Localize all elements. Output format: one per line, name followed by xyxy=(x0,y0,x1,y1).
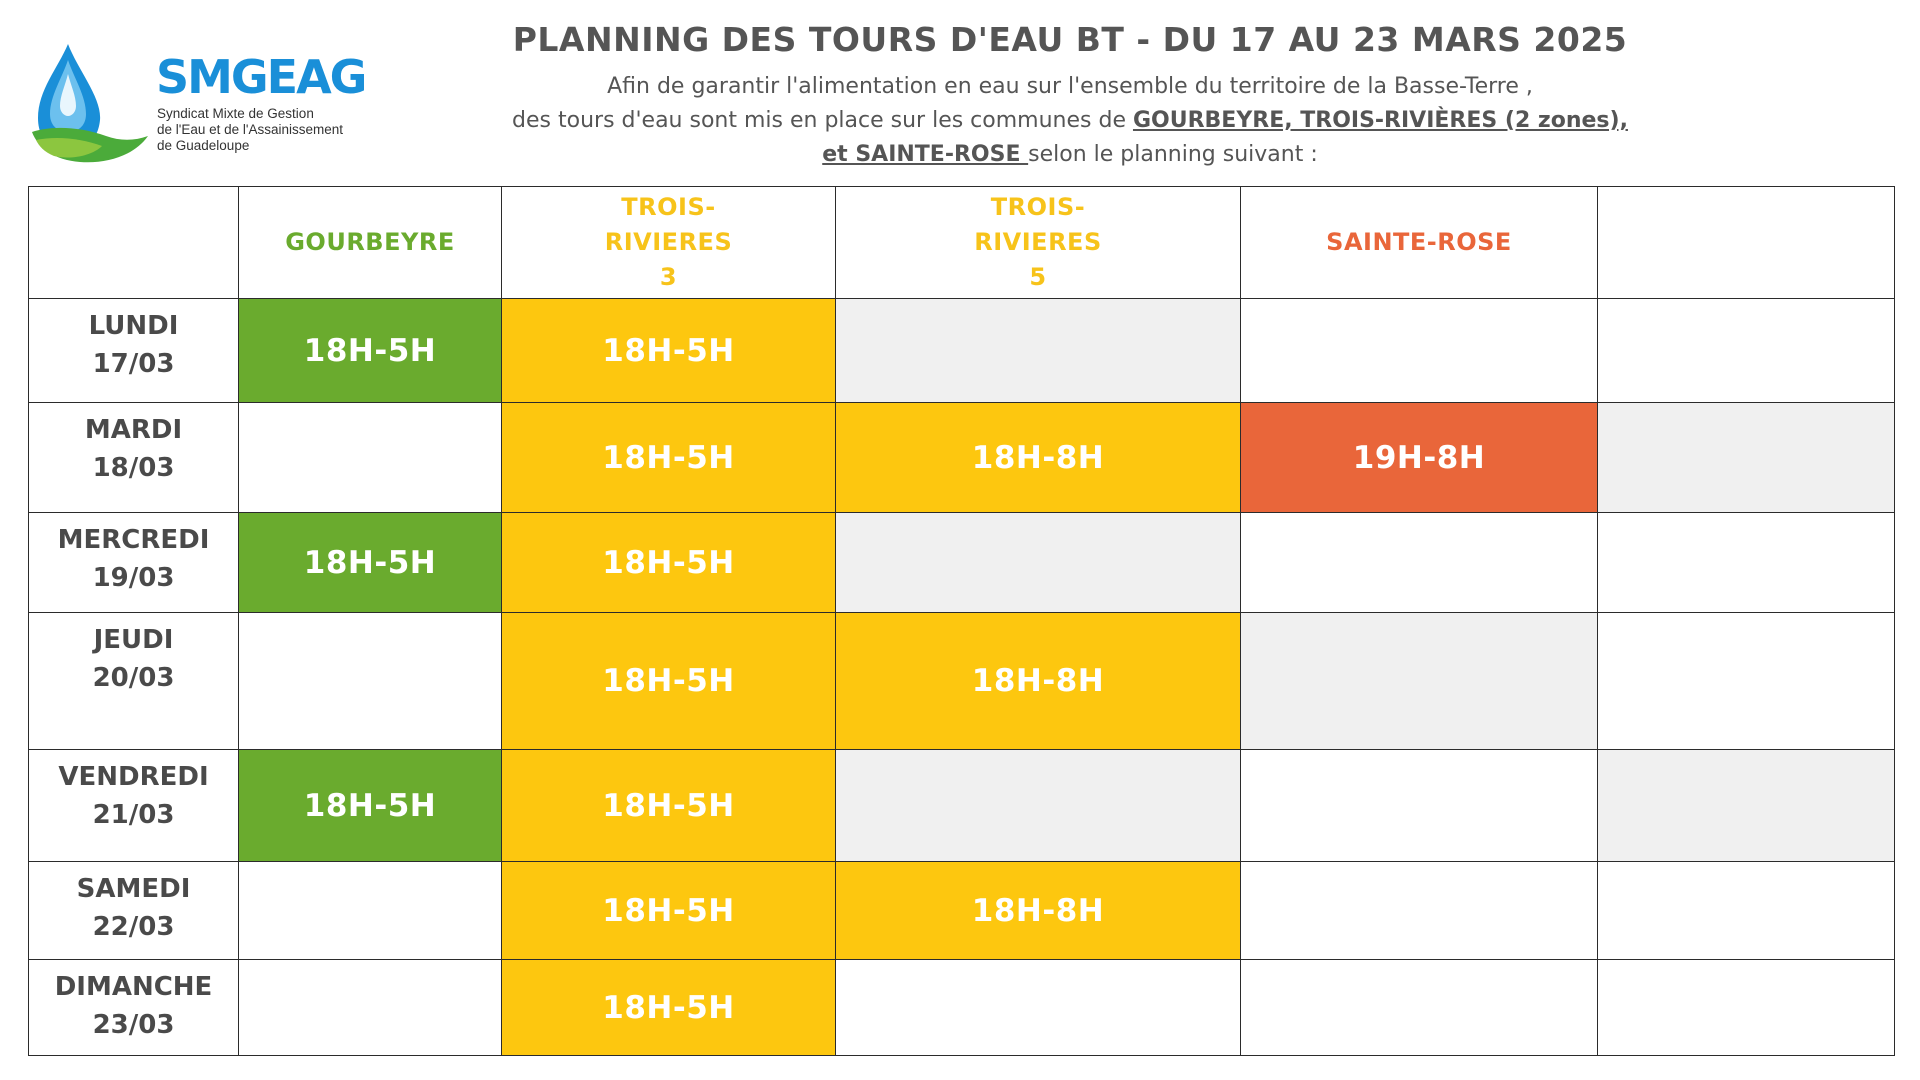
column-header-label: GOURBEYRE xyxy=(285,228,455,256)
day-cell xyxy=(29,403,239,513)
schedule-slot-cell xyxy=(1241,862,1598,960)
header-row xyxy=(29,187,1895,299)
intro-sainte-rose-underlined: et SAINTE-ROSE xyxy=(822,142,1029,167)
column-header-label: 5 xyxy=(1029,263,1047,291)
header-corner-cell xyxy=(29,187,239,299)
intro-text xyxy=(460,70,1680,172)
schedule-slot-cell xyxy=(502,613,836,750)
schedule-slot-cell xyxy=(1241,513,1598,613)
day-date: 18/03 xyxy=(92,453,175,483)
schedule-slot-cell xyxy=(502,403,836,513)
column-header-empty xyxy=(1598,187,1895,299)
table-row xyxy=(29,613,1895,750)
intro-line xyxy=(460,138,1680,172)
column-header-trois-rivieres-3 xyxy=(502,187,836,299)
time-slot-label: 18H-8H xyxy=(971,892,1105,929)
time-slot-label: 18H-5H xyxy=(602,892,735,929)
day-date: 23/03 xyxy=(92,1010,175,1040)
table-row xyxy=(29,862,1895,960)
schedule-slot-cell xyxy=(1598,403,1895,513)
schedule-slot-cell xyxy=(239,299,502,403)
day-date: 20/03 xyxy=(92,663,175,693)
schedule-slot-cell xyxy=(502,513,836,613)
schedule-slot-cell xyxy=(1598,960,1895,1056)
smgeag-logo xyxy=(30,40,366,165)
day-name: VENDREDI xyxy=(58,762,209,792)
day-name: MERCREDI xyxy=(57,525,210,555)
schedule-slot-cell xyxy=(239,862,502,960)
schedule-slot-cell xyxy=(1241,299,1598,403)
schedule-slot-cell xyxy=(836,403,1241,513)
day-cell xyxy=(29,299,239,403)
water-drop-logo-icon xyxy=(30,40,155,165)
day-name: LUNDI xyxy=(88,311,179,341)
time-slot-label: 18H-5H xyxy=(602,663,735,699)
column-header-sainte-rose xyxy=(1241,187,1598,299)
logo-subtitle xyxy=(157,106,343,154)
schedule-slot-cell xyxy=(1241,403,1598,513)
intro-line: Afin de garantir l'alimentation en eau sur l'ensemble du territoire de la Basse-Terre , xyxy=(607,74,1533,99)
time-slot-label: 18H-8H xyxy=(971,663,1105,699)
column-header-label: TROIS- xyxy=(621,193,716,221)
time-slot-label: 18H-5H xyxy=(602,989,735,1026)
schedule-slot-cell xyxy=(1598,513,1895,613)
day-date: 19/03 xyxy=(92,563,175,593)
day-name: MARDI xyxy=(84,415,183,445)
time-slot-label: 19H-8H xyxy=(1352,439,1486,476)
time-slot-label: 18H-5H xyxy=(602,332,735,369)
logo-subtitle-line: Syndicat Mixte de Gestion xyxy=(157,106,314,121)
schedule-slot-cell xyxy=(836,960,1241,1056)
column-header-label: TROIS- xyxy=(990,193,1086,221)
day-cell xyxy=(29,960,239,1056)
schedule-slot-cell xyxy=(502,862,836,960)
table-row xyxy=(29,513,1895,613)
day-name: SAMEDI xyxy=(76,874,191,904)
page-title: PLANNING DES TOURS D'EAU BT - DU 17 AU 23 MARS 2025 xyxy=(512,20,1628,59)
schedule-slot-cell xyxy=(836,513,1241,613)
column-header-label: SAINTE-ROSE xyxy=(1326,228,1512,256)
day-name: JEUDI xyxy=(93,625,174,655)
time-slot-label: 18H-5H xyxy=(602,787,735,824)
logo-subtitle-line: de l'Eau et de l'Assainissement xyxy=(157,122,344,137)
schedule-slot-cell xyxy=(502,750,836,862)
schedule-slot-cell xyxy=(239,613,502,750)
schedule-slot-cell xyxy=(1598,299,1895,403)
table-row xyxy=(29,299,1895,403)
column-header-label: RIVIERES xyxy=(974,228,1102,256)
day-cell xyxy=(29,862,239,960)
schedule-slot-cell xyxy=(1598,750,1895,862)
logo-brand-name: SMGEAG xyxy=(156,50,366,104)
schedule-slot-cell xyxy=(239,513,502,613)
day-date: 21/03 xyxy=(92,800,175,830)
schedule-slot-cell xyxy=(502,960,836,1056)
schedule-slot-cell xyxy=(1598,862,1895,960)
column-header-label: RIVIERES xyxy=(604,228,733,256)
time-slot-label: 18H-5H xyxy=(303,787,437,824)
day-cell xyxy=(29,613,239,750)
intro-line3-suffix: selon le planning suivant : xyxy=(1028,142,1318,167)
column-header-trois-rivieres-5 xyxy=(836,187,1241,299)
column-header-gourbeyre xyxy=(239,187,502,299)
intro-line xyxy=(460,104,1680,138)
schedule-slot-cell xyxy=(836,613,1241,750)
day-date: 17/03 xyxy=(92,349,175,379)
logo-subtitle-line: de Guadeloupe xyxy=(157,138,250,153)
day-date: 22/03 xyxy=(92,912,175,942)
schedule-slot-cell xyxy=(239,750,502,862)
column-header-label: 3 xyxy=(659,263,678,291)
schedule-slot-cell xyxy=(1241,613,1598,750)
day-name: DIMANCHE xyxy=(54,972,213,1002)
day-cell xyxy=(29,513,239,613)
schedule-slot-cell xyxy=(836,750,1241,862)
table-row xyxy=(29,403,1895,513)
schedule-slot-cell xyxy=(836,299,1241,403)
table-row xyxy=(29,960,1895,1056)
schedule-slot-cell xyxy=(502,299,836,403)
schedule-slot-cell xyxy=(836,862,1241,960)
schedule-slot-cell xyxy=(239,960,502,1056)
time-slot-label: 18H-5H xyxy=(602,439,735,476)
day-cell xyxy=(29,750,239,862)
time-slot-label: 18H-8H xyxy=(971,439,1105,476)
schedule-slot-cell xyxy=(239,403,502,513)
time-slot-label: 18H-5H xyxy=(303,544,437,581)
schedule-slot-cell xyxy=(1241,750,1598,862)
schedule-slot-cell xyxy=(1241,960,1598,1056)
time-slot-label: 18H-5H xyxy=(602,544,735,581)
time-slot-label: 18H-5H xyxy=(303,332,437,369)
intro-line2-prefix: des tours d'eau sont mis en place sur les communes de xyxy=(512,108,1133,133)
schedule-slot-cell xyxy=(1598,613,1895,750)
intro-communes-underlined: GOURBEYRE, TROIS-RIVIÈRES (2 zones), xyxy=(1132,108,1628,133)
schedule-table xyxy=(28,186,1895,1056)
table-row xyxy=(29,750,1895,862)
